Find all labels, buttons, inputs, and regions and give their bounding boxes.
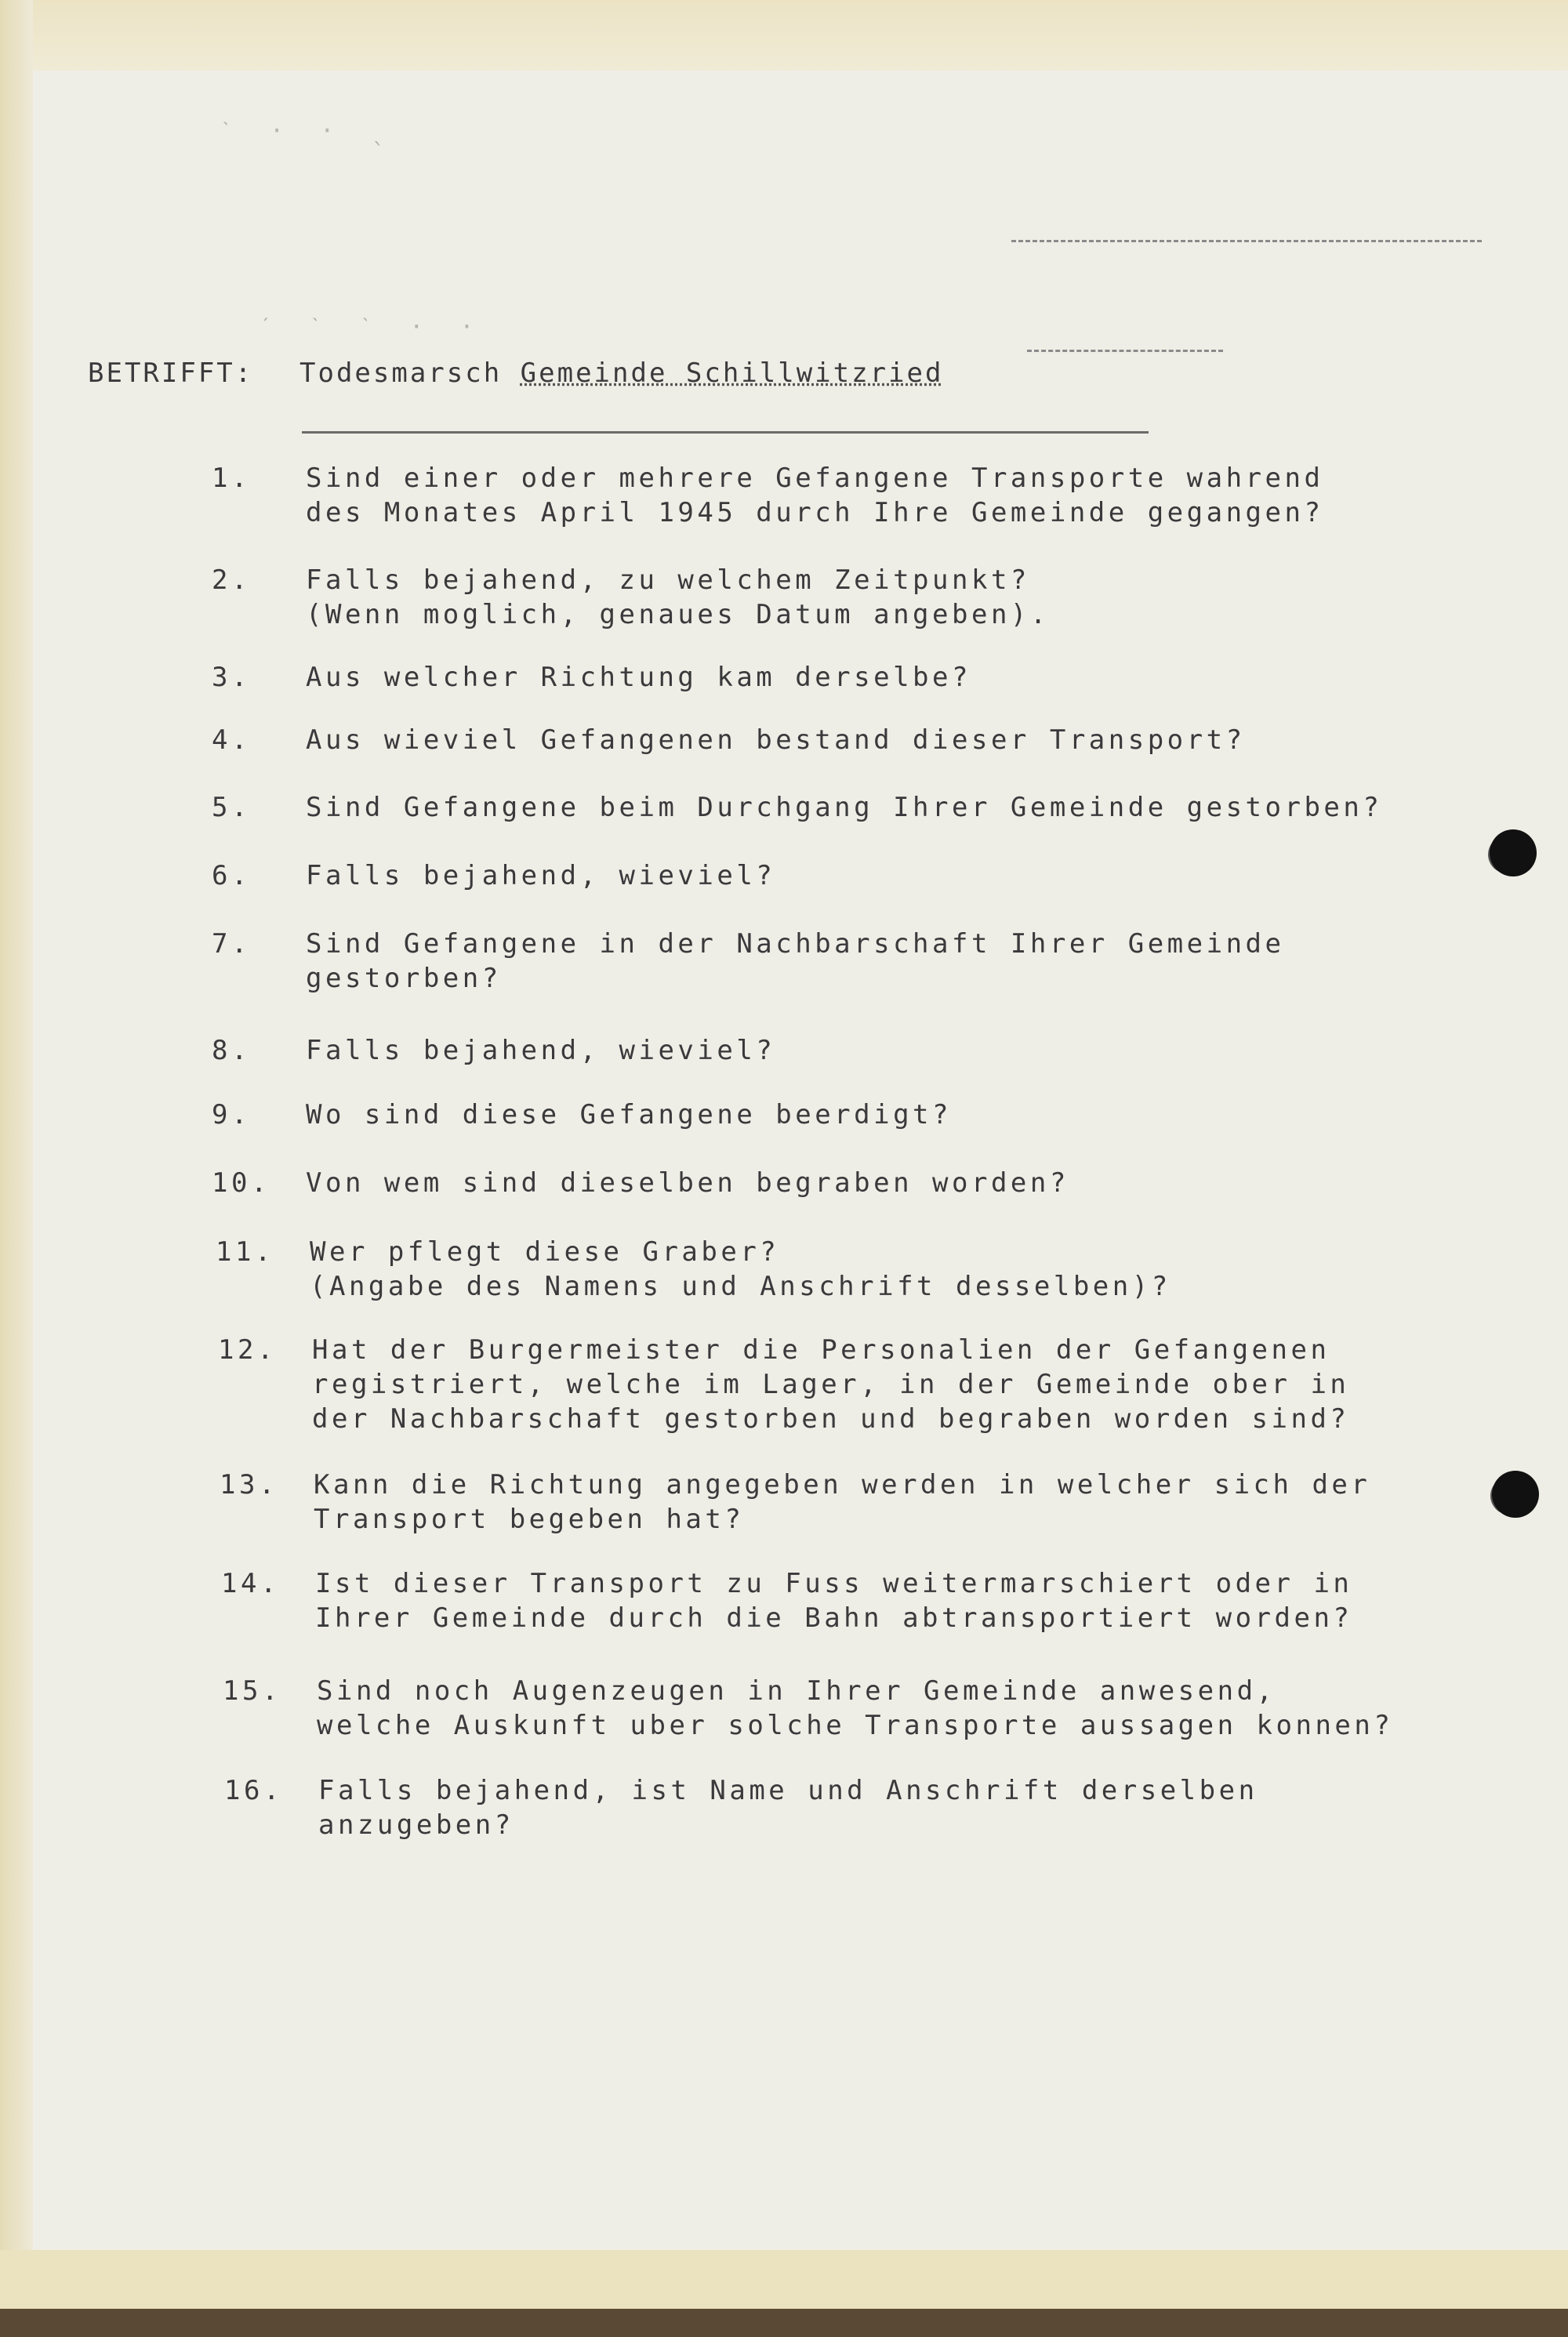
question-line: Wer pflegt diese Graber? [310, 1236, 780, 1268]
question-text [306, 723, 1246, 757]
question-number: 13. [220, 1469, 278, 1501]
question-number: 16. [224, 1775, 283, 1806]
question-number: 2. [212, 564, 251, 596]
question-text [312, 1333, 1349, 1436]
question-line: Ist dieser Transport zu Fuss weitermarschiert oder in [315, 1568, 1353, 1599]
question-text [306, 790, 1382, 825]
faint-dashed-line [1011, 240, 1482, 242]
question-number: 8. [212, 1035, 251, 1066]
question-number: 6. [212, 860, 251, 891]
question-line: Sind Gefangene in der Nachbarschaft Ihrer Gemeinde [306, 928, 1285, 960]
question-line: des Monates April 1945 durch Ihre Gemeinde gegangen? [306, 497, 1324, 528]
question-number: 15. [223, 1675, 281, 1707]
question-text [315, 1566, 1352, 1635]
question-text [314, 1468, 1370, 1537]
question-line: Transport begeben hat? [314, 1504, 745, 1535]
question-line: Kann die Richtung angegeben werden in welcher sich der [314, 1469, 1371, 1501]
question-text [306, 1033, 775, 1068]
question-number: 14. [221, 1568, 280, 1599]
question-line: Ihrer Gemeinde durch die Bahn abtransportiert worden? [315, 1602, 1353, 1634]
question-line: Falls bejahend, zu welchem Zeitpunkt? [306, 564, 1030, 596]
question-line: Aus wieviel Gefangenen bestand dieser Transport? [306, 724, 1246, 756]
paper-top-margin [0, 0, 1568, 71]
question-line: (Angabe des Namens und Anschrift desselben)? [310, 1271, 1171, 1302]
question-line: Falls bejahend, ist Name und Anschrift derselben [318, 1775, 1258, 1806]
subject-place: Gemeinde Schillwitzried [520, 357, 944, 389]
question-number: 4. [212, 724, 251, 756]
question-number: 5. [212, 792, 251, 823]
question-line: (Wenn moglich, genaues Datum angeben). [306, 599, 1050, 630]
question-line: Von wem sind dieselben begraben worden? [306, 1167, 1069, 1199]
question-number: 9. [212, 1099, 251, 1130]
paper-bottom-margin [0, 2250, 1568, 2309]
question-text [306, 563, 1050, 632]
question-line: der Nachbarschaft gestorben und begraben worden sind? [312, 1403, 1350, 1435]
bleed-through-mark: ˊ ˋ ˋ · · [259, 314, 485, 341]
question-line: Sind einer oder mehrere Gefangene Transporte wahrend [306, 463, 1324, 494]
question-text [306, 1166, 1069, 1200]
question-number: 7. [212, 928, 251, 960]
question-text [306, 461, 1323, 530]
question-line: Falls bejahend, wieviel? [306, 1035, 776, 1066]
subject-text: Todesmarsch [299, 357, 503, 389]
subject-label: BETRIFFT: [88, 357, 254, 389]
punch-hole [1492, 1471, 1539, 1518]
question-line: Sind noch Augenzeugen in Ihrer Gemeinde anwesend, [317, 1675, 1276, 1707]
punch-hole [1490, 829, 1537, 876]
question-text [306, 927, 1285, 996]
question-text [306, 1098, 952, 1132]
question-number: 1. [212, 463, 251, 494]
paper-left-margin [0, 0, 33, 2337]
question-text [318, 1773, 1258, 1842]
question-text [306, 858, 775, 893]
subject-line [88, 357, 943, 389]
question-number: 3. [212, 662, 251, 693]
question-line: Hat der Burgermeister die Personalien der Gefangenen [312, 1334, 1330, 1366]
question-line: welche Auskunft uber solche Transporte aussagen konnen? [317, 1710, 1394, 1741]
question-line: Falls bejahend, wieviel? [306, 860, 776, 891]
question-number: 12. [218, 1334, 277, 1366]
faint-dashed-line [1027, 350, 1223, 352]
subject-underline [302, 431, 1149, 434]
question-text [310, 1235, 1171, 1304]
question-line: anzugeben? [318, 1809, 514, 1841]
question-text [317, 1674, 1393, 1743]
question-number: 10. [212, 1167, 270, 1199]
question-line: Wo sind diese Gefangene beerdigt? [306, 1099, 953, 1130]
question-line: Sind Gefangene beim Durchgang Ihrer Gemeinde gestorben? [306, 792, 1383, 823]
question-line: Aus welcher Richtung kam derselbe? [306, 662, 971, 693]
question-line: gestorben? [306, 963, 502, 994]
question-number: 11. [216, 1236, 274, 1268]
question-text [306, 660, 971, 695]
question-line: registriert, welche im Lager, in der Gemeinde ober in [312, 1369, 1350, 1400]
bleed-through-mark: ˋ · · ˎ [220, 118, 396, 145]
scan-edge [0, 2309, 1568, 2337]
